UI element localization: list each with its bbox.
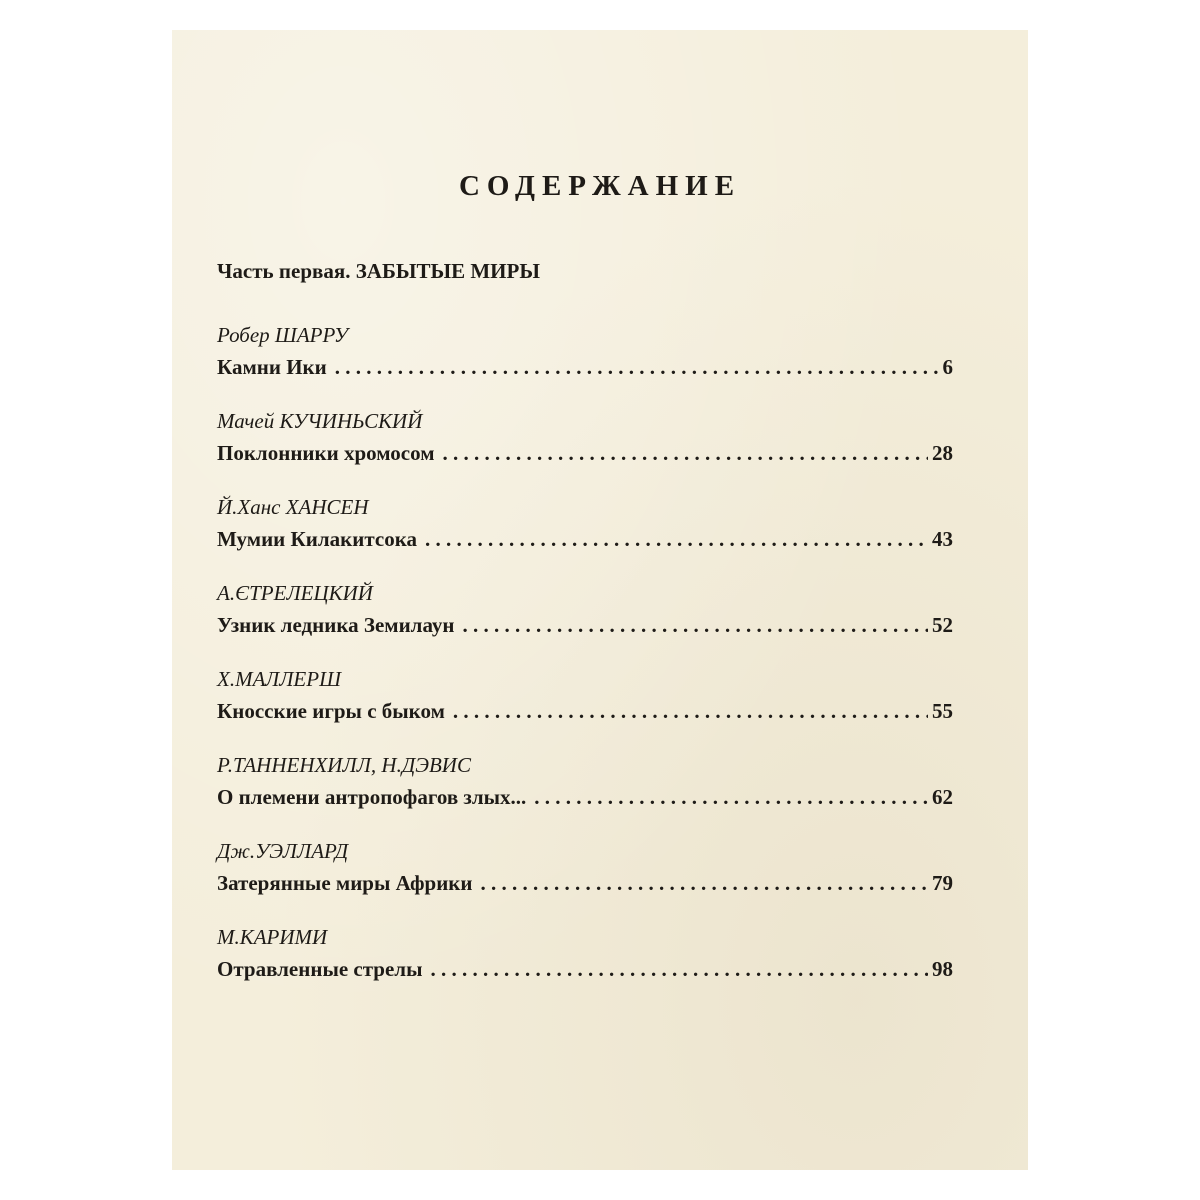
toc-entry [217, 492, 953, 578]
entry-line [217, 352, 953, 382]
toc-entry [217, 664, 953, 750]
entry-author: Робер ШАРРУ [217, 323, 348, 347]
entry-line [217, 696, 953, 726]
entry-author: М.КАРИМИ [217, 925, 328, 949]
entry-title: Поклонники хромосом [217, 441, 435, 465]
entry-line [217, 610, 953, 640]
entry-line [217, 868, 953, 898]
entry-title: Отравленные стрелы [217, 957, 423, 981]
toc-entry [217, 578, 953, 664]
dot-leader [481, 868, 929, 898]
entry-title: Узник ледника Земилаун [217, 613, 455, 637]
dot-leader [431, 954, 929, 984]
entry-author: Дж.УЭЛЛАРД [217, 839, 349, 863]
book-page [172, 30, 1028, 1170]
entry-page-number: 79 [932, 871, 953, 895]
part-heading: Часть первая. ЗАБЫТЫЕ МИРЫ [217, 259, 540, 283]
dot-leader [534, 782, 928, 812]
dot-leader [453, 696, 928, 726]
entry-page-number: 6 [942, 355, 953, 379]
toc-entry [217, 750, 953, 836]
entry-page-number: 55 [932, 699, 953, 723]
entry-line [217, 438, 953, 468]
toc-entry [217, 922, 953, 1008]
entry-author: Мачей КУЧИНЬСКИЙ [217, 409, 423, 433]
entry-title: О племени антропофагов злых... [217, 785, 527, 809]
entry-author: А.ЄТРЕЛЕЦКИЙ [217, 581, 373, 605]
entry-title: Камни Ики [217, 355, 327, 379]
page-title: СОДЕРЖАНИЕ [458, 170, 742, 202]
toc-entry [217, 406, 953, 492]
entry-title: Кносские игры с быком [217, 699, 445, 723]
entry-line [217, 524, 953, 554]
dot-leader [425, 524, 928, 554]
entry-page-number: 28 [932, 441, 953, 465]
dot-leader [335, 352, 939, 382]
entry-author: Й.Ханс ХАНСЕН [217, 495, 369, 519]
toc-entry [217, 320, 953, 406]
toc-entry [217, 836, 953, 922]
dot-leader [462, 610, 928, 640]
entry-author: Х.МАЛЛЕРШ [217, 667, 341, 691]
entry-author: Р.ТАННЕНХИЛЛ, Н.ДЭВИС [217, 753, 471, 777]
entry-page-number: 98 [932, 957, 953, 981]
dot-leader [443, 438, 929, 468]
entry-page-number: 62 [932, 785, 953, 809]
entry-line [217, 782, 953, 812]
entry-page-number: 52 [932, 613, 953, 637]
entry-line [217, 954, 953, 984]
toc-list [217, 320, 953, 1008]
entry-title: Мумии Килакитсока [217, 527, 418, 551]
entry-title: Затерянные миры Африки [217, 871, 473, 895]
entry-page-number: 43 [932, 527, 953, 551]
